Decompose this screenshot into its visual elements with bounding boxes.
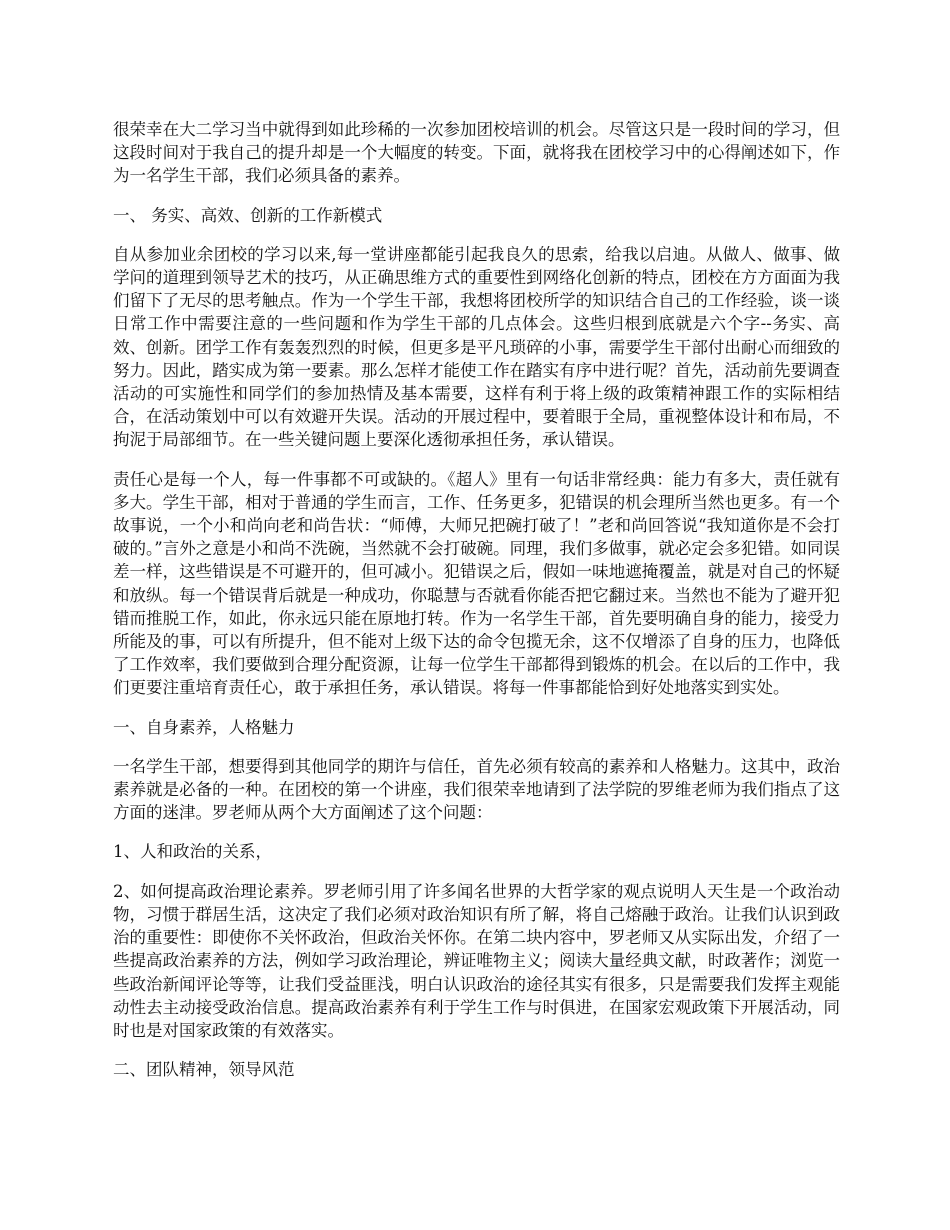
section-heading-self-quality: 一、自身素养，人格魅力	[113, 717, 295, 737]
self-quality-paragraph: 一名学生干部，想要得到其他同学的期许与信任，首先必须有较高的素养和人格魅力。这其中，政治素养就是必备的一种。在团校的第一个讲座，我们很荣幸地请到了法学院的罗维老师为我们指点了这方面的迷津。罗老师从两个大方面阐述了这个问题：	[113, 756, 840, 823]
section-heading-team-spirit: 二、团队精神，领导风范	[113, 1060, 295, 1080]
intro-paragraph: 很荣幸在大二学习当中就得到如此珍稀的一次参加团校培训的机会。尽管这只是一段时间的学习，但这段时间对于我自己的提升却是一个大幅度的转变。下面，就将我在团校学习中的心得阐述如下，作为一名学生干部，我们必须具备的素养。	[113, 120, 840, 186]
list-item-people-politics: 1、人和政治的关系，	[113, 842, 272, 862]
list-item-political-theory: 2、如何提高政治理论素养。罗老师引用了许多闻名世界的大哲学家的观点说明人天生是一个政治动物，习惯于群居生活，这决定了我们必须对政治知识有所了解，将自己熔融于政治。让我们认识到政治的重要性：即使你不关怀政治，但政治关怀你。在第二块内容中，罗老师又从实际出发，介绍了一些提高政治素养的方法，例如学习政治理论，辨证唯物主义；阅读大量经典文献，时政著作；浏览一些政治新闻评论等等，让我们受益匪浅，明白认识政治的途径其实有很多，只是需要我们发挥主观能动性去主动接受政治信息。提高政治素养有利于学生工作与时俱进，在国家宏观政策下开展活动，同时也是对国家政策的有效落实。	[113, 881, 840, 1040]
responsibility-paragraph: 责任心是每一个人，每一件事都不可或缺的。《超人》里有一句话非常经典：能力有多大，责任就有多大。学生干部，相对于普通的学生而言，工作、任务更多，犯错误的机会理所当然也更多。有一个故事说，一个小和尚向老和尚告状：“师傅，大师兄把碗打破了！”老和尚回答说“我知道你是不会打破的。”言外之意是小和尚不洗碗，当然就不会打破碗。同理，我们多做事，就必定会多犯错。如同误差一样，这些错误是不可避开的，但可减小。犯错误之后，假如一味地遮掩覆盖，就是对自己的怀疑和放纵。每一个错误背后就是一种成功，你聪慧与否就看你能否把它翻过来。当然也不能为了避开犯错而推脱工作，如此，你永远只能在原地打转。作为一名学生干部，首先要明确自身的能力，接受力所能及的事，可以有所提升，但不能对上级下达的命令包揽无余，这不仅增添了自身的压力，也降低了工作效率，我们要做到合理分配资源，让每一位学生干部都得到锻炼的机会。在以后的工作中，我们更要注重培育责任心，敢于承担任务，承认错误。将每一件事都能恰到好处地落实到实处。	[113, 469, 840, 698]
document-body	[113, 118, 840, 1097]
work-mode-paragraph: 自从参加业余团校的学习以来,每一堂讲座都能引起我良久的思索，给我以启迪。从做人、做事、做学问的道理到领导艺术的技巧，从正确思维方式的重要性到网络化创新的特点，团校在方方面面为我们留下了无尽的思考触点。作为一个学生干部，我想将团校所学的知识结合自己的工作经验，谈一谈日常工作中需要注意的一些问题和作为学生干部的几点体会。这些归根到底就是六个字--务实、高效、创新。团学工作有轰轰烈烈的时候，但更多是平凡琐碎的小事，需要学生干部付出耐心而细致的努力。因此，踏实成为第一要素。那么怎样才能使工作在踏实有序中进行呢？首先，活动前先要调查活动的可实施性和同学们的参加热情及基本需要，这样有利于将上级的政策精神跟工作的实际相结合，在活动策划中可以有效避开失误。活动的开展过程中，要着眼于全局，重视整体设计和布局，不拘泥于局部细节。在一些关键问题上要深化透彻承担任务，承认错误。	[113, 244, 840, 450]
section-heading-work-mode: 一、 务实、高效、创新的工作新模式	[113, 205, 383, 225]
